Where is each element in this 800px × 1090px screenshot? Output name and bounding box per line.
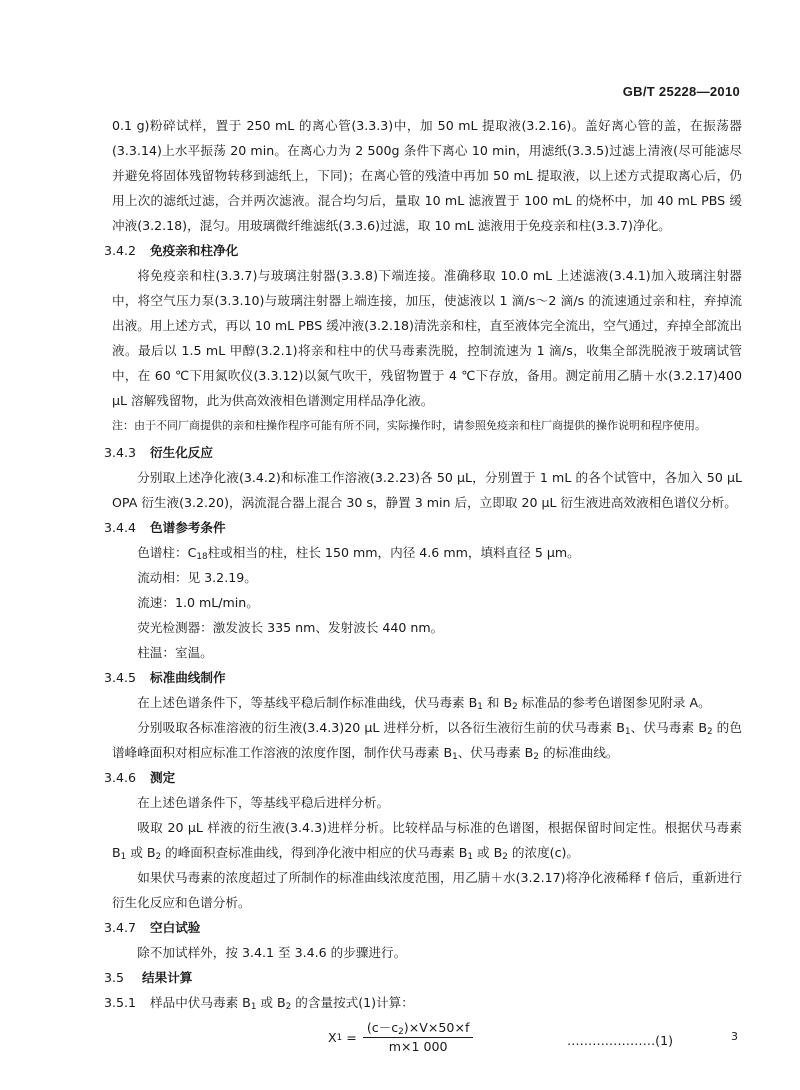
text-fragment: 样品中伏马毒素 B (150, 995, 251, 1010)
heading-3-4-2 (104, 238, 742, 263)
text-fragment: 标准品的参考色谱图参见附录 A。 (517, 695, 711, 710)
paragraph-3-4-5-a (112, 690, 742, 715)
standard-code: GB/T 25228—2010 (622, 84, 740, 99)
subscript: 2 (155, 852, 162, 863)
text-fragment: (c－c (366, 1020, 399, 1035)
subscript: 1 (477, 702, 483, 713)
text-fragment: 的含量按式(1)计算： (291, 995, 414, 1010)
heading-number: 3.4.4 (104, 520, 137, 535)
formula-fraction (363, 1019, 474, 1056)
heading-3-4-5 (104, 665, 742, 690)
formula-row (112, 1019, 742, 1061)
heading-3-4-3 (104, 440, 742, 465)
text-fragment: 和 B (482, 695, 513, 710)
text-fragment: )×V×50×f (403, 1020, 470, 1035)
heading-number: 3.4.2 (104, 243, 137, 258)
subscript: 1 (250, 1002, 257, 1013)
paragraph-3-4-7: 除不加试样外，按 3.4.1 至 3.4.6 的步骤进行。 (137, 945, 407, 960)
formula-denominator: m×1 000 (388, 1039, 448, 1054)
equation-number: …………………(1) (567, 1033, 673, 1048)
text-fragment: 或 B (126, 845, 156, 860)
page-number: 3 (731, 1030, 738, 1043)
formula-numerator (363, 1019, 474, 1038)
heading-title: 色谱参考条件 (150, 520, 226, 535)
text-fragment: 、伏马毒素 B (457, 745, 534, 760)
condition-column (112, 540, 742, 565)
paragraph-3-4-6-b (112, 815, 742, 865)
heading-3-4-6 (104, 765, 742, 790)
text-fragment: 分别吸取各标准溶液的衍生液(3.4.3)20 μL 进样分析，以各衍生液衍生前的伏马毒素 B (137, 720, 625, 735)
note: 注：由于不同厂商提供的亲和柱操作程序可能有所不同，实际操作时，请参照免疫亲和柱厂商提供的操作说明和程序使用。 (112, 419, 706, 432)
subscript: 1 (120, 852, 127, 863)
formula-lhs: X (328, 1030, 337, 1045)
heading-title: 标准曲线制作 (150, 670, 226, 685)
heading-number: 3.4.6 (104, 770, 137, 785)
subscript: 2 (285, 1002, 292, 1013)
subscript: 1 (467, 852, 474, 863)
heading-title: 结果计算 (142, 970, 193, 985)
heading-3-4-4 (104, 515, 742, 540)
heading-title: 衍生化反应 (150, 445, 213, 460)
condition-flow-rate: 流速：1.0 mL/min。 (137, 595, 259, 610)
condition-detector: 荧光检测器：激发波长 335 nm、发射波长 440 nm。 (137, 620, 444, 635)
text-fragment: 的色谱峰峰面积对相应标准工作溶液的浓度作图，制作伏马毒素 B (112, 720, 742, 760)
paragraph-3-4-6-c: 如果伏马毒素的浓度超过了所制作的标准曲线浓度范围，用乙腈＋水(3.2.17)将净化液稀释 f 倍后，重新进行衍生化反应和色谱分析。 (112, 870, 742, 910)
subscript: 2 (706, 727, 713, 738)
heading-title: 免疫亲和柱净化 (150, 243, 239, 258)
subscript: 2 (398, 1027, 404, 1038)
text-fragment: 色谱柱：C (137, 545, 197, 560)
text-fragment: 的峰面积查标准曲线，得到净化液中相应的伏马毒素 B (161, 845, 468, 860)
heading-number: 3.4.7 (104, 920, 137, 935)
subscript: 18 (196, 552, 208, 563)
document-body (104, 113, 742, 1061)
condition-mobile-phase: 流动相：见 3.2.19。 (137, 570, 257, 585)
text-fragment: 吸取 20 μL 样液的衍生液(3.4.3)进样分析。比较样品与标准的色谱图，根据保留时间定性。根据伏马毒素 B (112, 820, 742, 860)
formula-equals: = (342, 1030, 361, 1045)
text-fragment: 或 B (473, 845, 503, 860)
heading-number: 3.4.5 (104, 670, 137, 685)
subscript: 2 (502, 852, 508, 863)
text-fragment: 、伏马毒素 B (630, 720, 707, 735)
paragraph-3-4-2: 将免疫亲和柱(3.3.7)与玻璃注射器(3.3.8)下端连接。准确移取 10.0 mL 上述滤液(3.4.1)加入玻璃注射器中，将空气压力泵(3.3.10)与玻璃注射器上端连接，加压，使滤液以 1 滴/s～2 滴/s 的流速通过亲和柱，弃掉流出液。用上述方式，再以 10 mL PBS 缓冲液(3.2.18)清洗亲和柱，直至液体完全流出，空气通过，弃掉全部流出液。最后以 1.5 mL 甲醇(3.2.1)将亲和柱中的伏马毒素洗脱，控制流速为 1 滴/s，收集全部洗脱液于玻璃试管中，在 60 ℃下用氮吹仪(3.3.12)以氮气吹干，残留物置于 4 ℃下存放，备用。测定前用乙腈＋水(3.2.17)400 μL 溶解残留物，此为供高效液相色谱测定用样品净化液。 (112, 268, 742, 408)
heading-number: 3.4.3 (104, 445, 137, 460)
heading-3-4-7 (104, 915, 742, 940)
text-fragment: 的浓度(c)。 (507, 845, 580, 860)
heading-3-5 (104, 965, 742, 990)
subscript: 2 (533, 752, 539, 763)
text-fragment: 柱或相当的柱，柱长 150 mm，内径 4.6 mm，填料直径 5 μm。 (207, 545, 580, 560)
heading-title: 测定 (150, 770, 176, 785)
subscript: 1 (624, 727, 631, 738)
subscript: 1 (452, 752, 458, 763)
heading-title: 空白试验 (150, 920, 201, 935)
text-fragment: 或 B (256, 995, 286, 1010)
heading-number: 3.5 (104, 970, 125, 985)
paragraph-3-4-3: 分别取上述净化液(3.4.2)和标准工作溶液(3.2.23)各 50 μL，分别置于 1 mL 的各个试管中，各加入 50 μL OPA 衍生液(3.2.20)，涡流混合器上混合 30 s，静置 3 min 后，立即取 20 μL 衍生液进高效液相色谱仪分析。 (112, 470, 742, 510)
clause-number: 3.5.1 (104, 995, 137, 1010)
text-fragment: 的标准曲线。 (538, 745, 619, 760)
paragraph-continued: 0.1 g)粉碎试样，置于 250 mL 的离心管(3.3.3)中，加 50 mL 提取液(3.2.16)。盖好离心管的盖，在振荡器(3.3.14)上水平振荡 20 min。在离心力为 2 500g 条件下离心 10 min，用滤纸(3.3.5)过滤上清液(尽可能滤尽并避免将固体残留物转移到滤纸上，下同)；在离心管的残渣中再加 50 mL 提取液，以上述方式提取离心后，仍用上次的滤纸过滤，合并两次滤液。混合均匀后，量取 10 mL 滤液置于 100 mL 的烧杯中，加 40 mL PBS 缓冲液(3.2.18)，混匀。用玻璃微纤维滤纸(3.3.6)过滤，取 10 mL 滤液用于免疫亲和柱(3.3.7)净化。 (112, 118, 742, 233)
paragraph-3-5-1 (104, 990, 742, 1015)
formula: X 1 = $\frac{(c-c_2)\times V\times 50\times f}{m\times 1 000}$ (328, 1019, 473, 1056)
text-fragment: 在上述色谱条件下，等基线平稳后制作标准曲线，伏马毒素 B (137, 695, 478, 710)
condition-temperature: 柱温：室温。 (137, 645, 213, 660)
paragraph-3-4-6-a: 在上述色谱条件下，等基线平稳后进样分析。 (137, 795, 390, 810)
paragraph-3-4-5-b (112, 715, 742, 765)
subscript: 2 (512, 702, 518, 713)
